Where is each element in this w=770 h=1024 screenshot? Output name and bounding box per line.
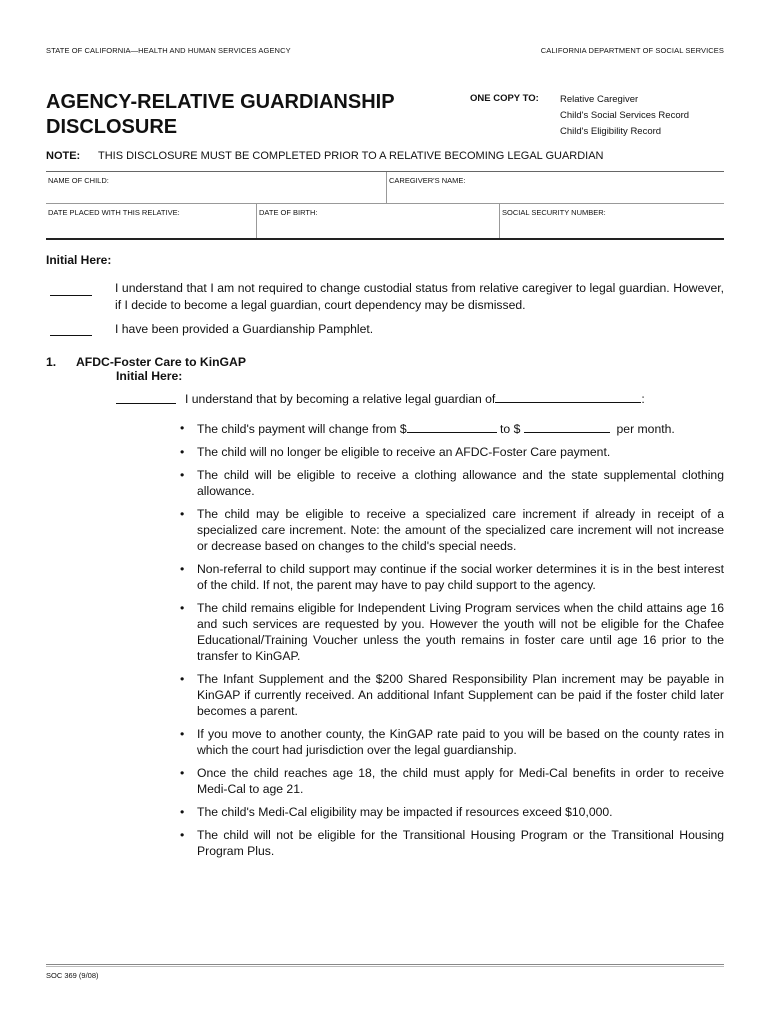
footer-divider bbox=[46, 966, 724, 967]
initial-blank[interactable] bbox=[50, 283, 92, 296]
guardian-of-colon: : bbox=[641, 392, 645, 406]
list-item bbox=[178, 671, 724, 719]
bullet-text: The Infant Supplement and the $200 Shared Responsibility Plan increment may be payable in KinGAP if currently received. An additional Infant Supplement can be paid if the foster child later becomes a parent. bbox=[197, 672, 724, 718]
list-item bbox=[178, 444, 724, 460]
info-row-2 bbox=[46, 204, 724, 238]
bullet-icon: • bbox=[180, 507, 185, 521]
bullet-icon: • bbox=[180, 727, 185, 741]
payment-to-blank[interactable] bbox=[524, 420, 610, 433]
section-number: 1. bbox=[46, 355, 57, 369]
list-item bbox=[178, 506, 724, 554]
copy-to-list bbox=[560, 92, 689, 140]
note-text: THIS DISCLOSURE MUST BE COMPLETED PRIOR TO A RELATIVE BECOMING LEGAL GUARDIAN bbox=[98, 150, 604, 162]
guardian-of-statement bbox=[185, 390, 725, 408]
bullet-text: The child's Medi-Cal eligibility may be impacted if resources exceed $10,000. bbox=[197, 805, 613, 819]
bullet-text: The child will not be eligible for the Transitional Housing Program or the Transitional Housing Program Plus. bbox=[197, 828, 724, 858]
statement-text: I understand that I am not required to change custodial status from relative caregiver to legal guardian. However, if I decide to become a legal guardian, court dependency may be dismissed. bbox=[115, 281, 724, 312]
caregiver-name-label: CAREGIVER'S NAME: bbox=[389, 176, 466, 185]
copy-to-label: ONE COPY TO: bbox=[470, 93, 539, 104]
note-label: NOTE: bbox=[46, 150, 81, 162]
date-of-birth-field[interactable] bbox=[256, 204, 499, 238]
ssn-label: SOCIAL SECURITY NUMBER: bbox=[502, 208, 606, 217]
bullet-icon: • bbox=[180, 828, 185, 842]
name-of-child-field[interactable] bbox=[46, 172, 386, 203]
kingap-bullet-list bbox=[178, 420, 724, 866]
bullet-icon: • bbox=[180, 672, 185, 686]
bullet-icon: • bbox=[180, 766, 185, 780]
date-placed-label: DATE PLACED WITH THIS RELATIVE: bbox=[48, 208, 180, 217]
bullet-icon: • bbox=[180, 421, 185, 435]
footer-divider bbox=[46, 964, 724, 965]
info-row-1 bbox=[46, 172, 724, 204]
bullet-icon: • bbox=[180, 562, 185, 576]
bullet-text: Non-referral to child support may continue if the social worker determines it is in the best interest of the child. If not, the parent may have to pay child support to the agency. bbox=[197, 562, 724, 592]
bullet-text: The child will be eligible to receive a clothing allowance and the state supplemental clothing allowance. bbox=[197, 468, 724, 498]
payment-text-c: per month. bbox=[616, 422, 675, 436]
date-placed-field[interactable] bbox=[46, 204, 256, 238]
agency-header: STATE OF CALIFORNIA—HEALTH AND HUMAN SERVICES AGENCY bbox=[46, 46, 291, 55]
payment-from-blank[interactable] bbox=[407, 420, 497, 433]
list-item bbox=[178, 726, 724, 758]
section-title: AFDC-Foster Care to KinGAP bbox=[76, 355, 246, 369]
list-item bbox=[178, 420, 724, 437]
bullet-icon: • bbox=[180, 468, 185, 482]
list-item bbox=[178, 467, 724, 499]
bullet-text: If you move to another county, the KinGAP rate paid to you will be based on the county rates in which the court had jurisdiction over the legal guardianship. bbox=[197, 727, 724, 757]
info-fields bbox=[46, 171, 724, 240]
list-item bbox=[178, 561, 724, 593]
note bbox=[46, 150, 604, 162]
bullet-icon: • bbox=[180, 601, 185, 615]
bullet-text: The child will no longer be eligible to receive an AFDC-Foster Care payment. bbox=[197, 445, 611, 459]
statement-text: I have been provided a Guardianship Pamphlet. bbox=[115, 322, 374, 336]
payment-text-b: to $ bbox=[500, 422, 521, 436]
copy-to-item: Relative Caregiver bbox=[560, 94, 639, 105]
payment-text-a: The child's payment will change from $ bbox=[197, 422, 407, 436]
bullet-icon: • bbox=[180, 805, 185, 819]
list-item bbox=[178, 600, 724, 664]
section-initial-here: Initial Here: bbox=[116, 369, 183, 383]
copy-to-item: Child's Eligibility Record bbox=[560, 126, 662, 137]
form-title bbox=[46, 90, 466, 140]
name-of-child-label: NAME OF CHILD: bbox=[48, 176, 109, 185]
bullet-text: The child remains eligible for Independent Living Program services when the child attains age 16 and such services are requested by you. However the youth will not be eligible for the Chafee Educational/Training Voucher unless the youth remains in foster care until age 16 prior to the transfer to KinGAP. bbox=[197, 601, 724, 663]
date-of-birth-label: DATE OF BIRTH: bbox=[259, 208, 318, 217]
ssn-field[interactable] bbox=[499, 204, 724, 238]
list-item bbox=[178, 804, 724, 820]
form-title-line1: AGENCY-RELATIVE GUARDIANSHIP bbox=[46, 91, 395, 113]
form-title-line2: DISCLOSURE bbox=[46, 116, 178, 138]
guardian-of-text: I understand that by becoming a relative legal guardian of bbox=[185, 392, 496, 406]
department-header: CALIFORNIA DEPARTMENT OF SOCIAL SERVICES bbox=[540, 46, 724, 55]
initial-blank[interactable] bbox=[50, 323, 92, 336]
copy-to-item: Child's Social Services Record bbox=[560, 110, 690, 121]
initial-here-heading: Initial Here: bbox=[46, 253, 112, 267]
list-item bbox=[178, 827, 724, 859]
form-number: SOC 369 (9/08) bbox=[46, 971, 99, 980]
bullet-text: Once the child reaches age 18, the child must apply for Medi-Cal benefits in order to receive Medi-Cal to age 21. bbox=[197, 766, 724, 796]
initial-blank[interactable] bbox=[116, 391, 176, 404]
bullet-icon: • bbox=[180, 445, 185, 459]
bullet-text: The child may be eligible to receive a specialized care increment if already in receipt of a specialized care increment. Note: the amount of the specialized care increment will not increase or decrease based on changes to the child's special needs. bbox=[197, 507, 724, 553]
caregiver-name-field[interactable] bbox=[386, 172, 724, 203]
list-item bbox=[178, 765, 724, 797]
child-name-blank[interactable] bbox=[495, 390, 641, 403]
